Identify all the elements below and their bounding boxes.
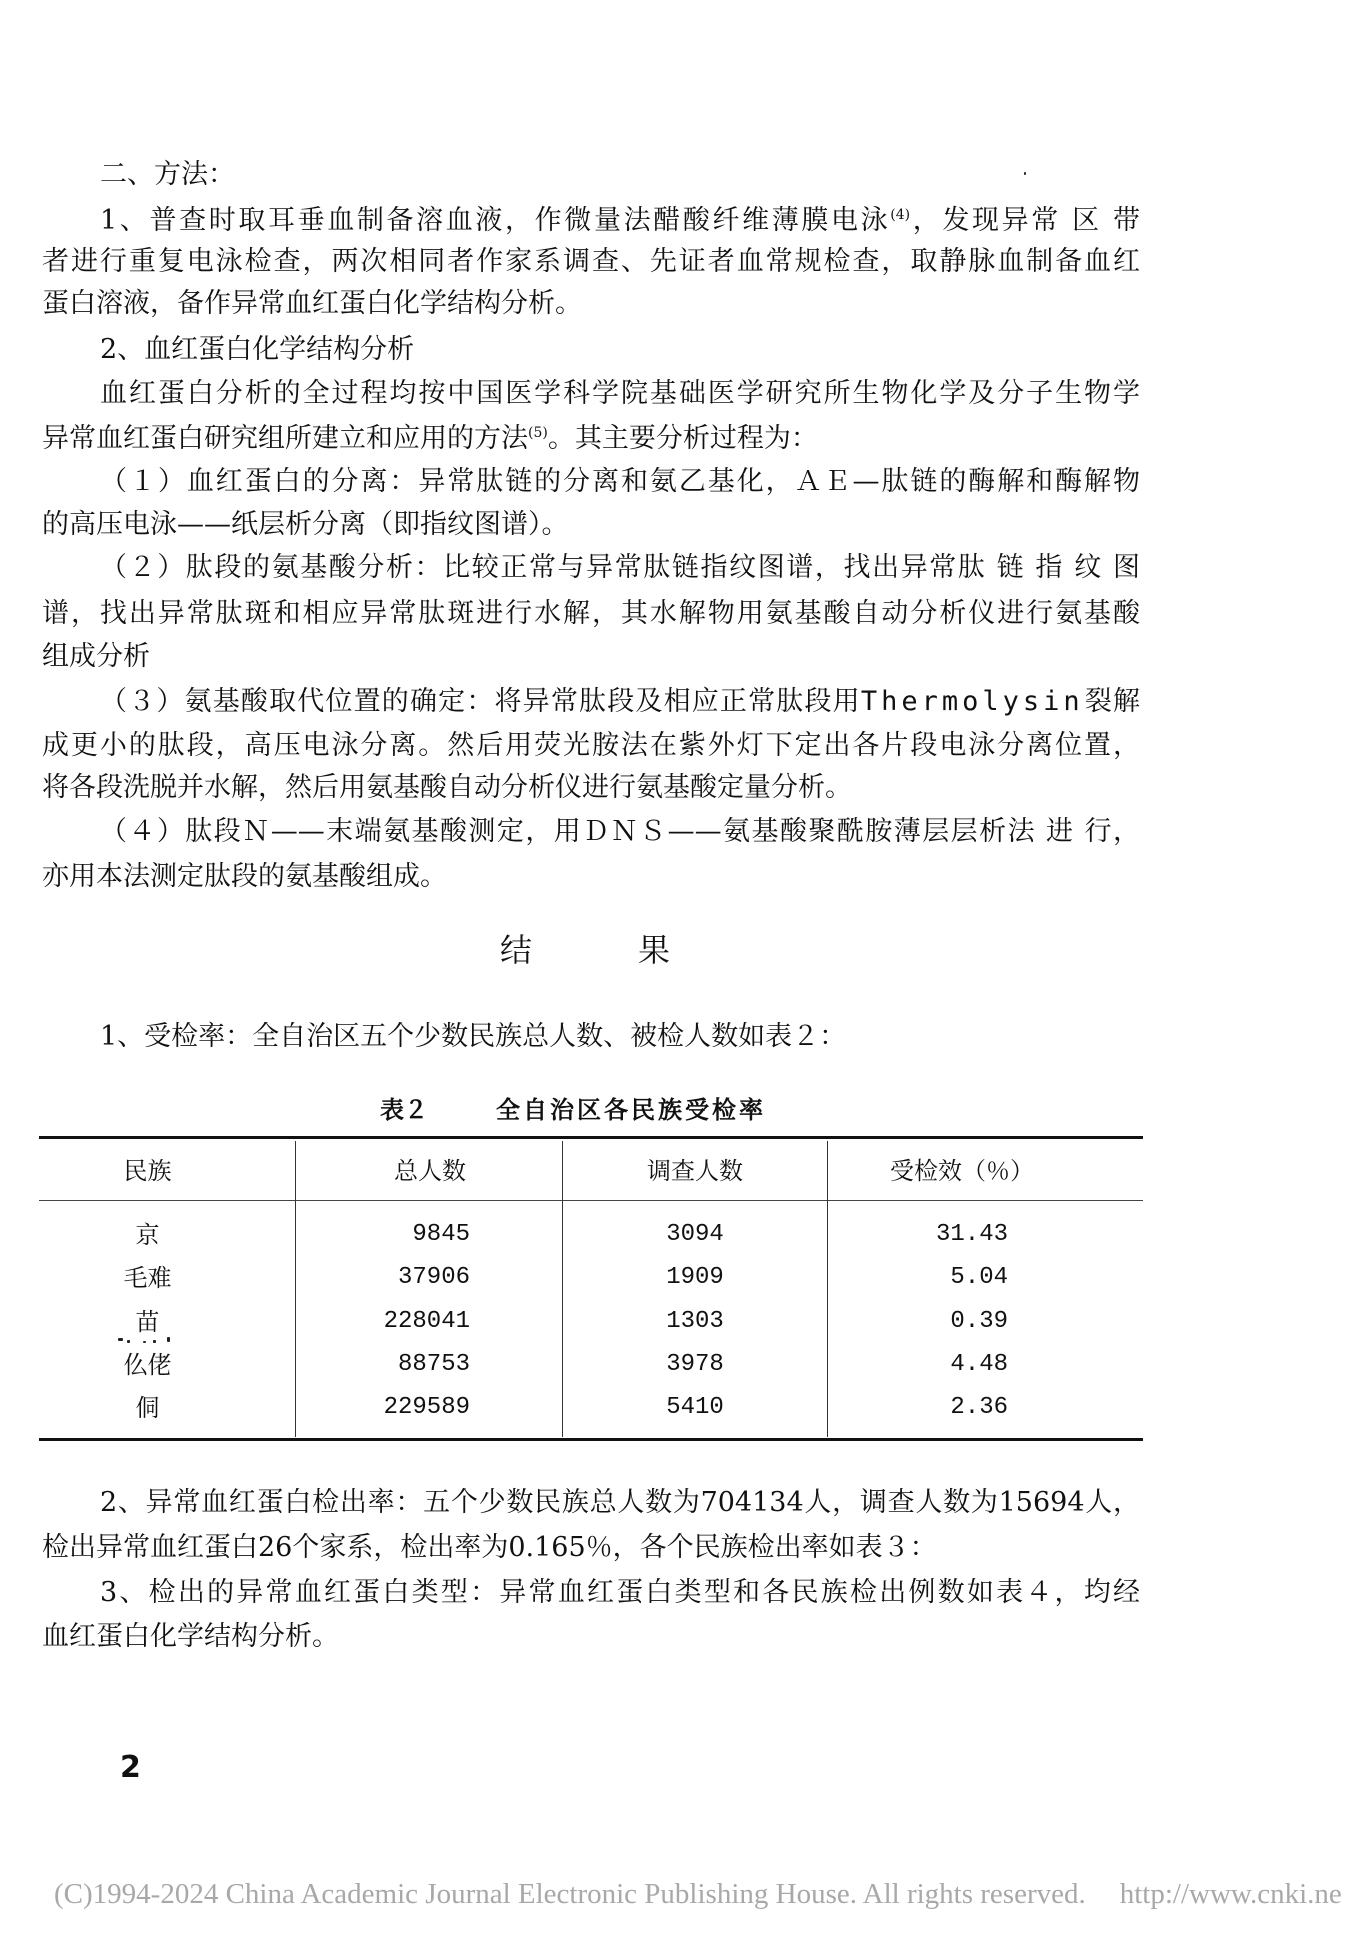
table-cell: 苗 <box>135 1308 160 1336</box>
paragraph-line: （２）肽段的氨基酸分析：比较正常与异常肽链指纹图谱，找出异常肽 链 指 纹 图 <box>100 552 1140 583</box>
table-top-rule <box>39 1136 1143 1139</box>
table-cell: 37906 <box>397 1264 470 1291</box>
copyright-text: (C)1994-2024 China Academic Journal Electronic Publishing House. All rights reserved. <box>54 1878 1086 1910</box>
table-cell: 侗 <box>135 1394 160 1422</box>
table-cell: 5410 <box>666 1394 724 1421</box>
paragraph-line: 者进行重复电泳检查，两次相同者作家系调查、先证者血常规检查，取静脉血制备血红 <box>42 246 1140 277</box>
paragraph-line: 1、受检率：全自治区五个少数民族总人数、被检人数如表２： <box>100 1021 847 1052</box>
table-cell: 2.36 <box>950 1394 1008 1421</box>
table-cell: 4.48 <box>950 1351 1008 1378</box>
scan-speck <box>127 1340 130 1343</box>
paragraph-line: 组成分析 <box>42 641 150 672</box>
paragraph-line: 谱，找出异常肽斑和相应异常肽斑进行水解，其水解物用氨基酸自动分析仪进行氨基酸 <box>42 598 1140 629</box>
table-header-rule <box>39 1200 1143 1201</box>
text-span: （３）氨基酸取代位置的确定：将异常肽段及相应正常肽段用 <box>100 686 861 717</box>
paragraph-line: 蛋白溶液，备作异常血红蛋白化学结构分析。 <box>42 288 582 319</box>
citation-ref: (5) <box>528 425 548 441</box>
paragraph-line: 血红蛋白化学结构分析。 <box>42 1621 339 1652</box>
footer-url: http://www.cnki.ne <box>1119 1878 1342 1910</box>
paragraph-line: 将各段洗脱并水解，然后用氨基酸自动分析仪进行氨基酸定量分析。 <box>42 772 852 803</box>
paragraph-line: 3、检出的异常血红蛋白类型：异常血红蛋白类型和各民族检出例数如表４，均经 <box>100 1577 1140 1608</box>
subsection-heading: 2、血红蛋白化学结构分析 <box>100 334 415 365</box>
paragraph-line: （１）血红蛋白的分离：异常肽链的分离和氨乙基化，ＡＥ—肽链的酶解和酶解物 <box>100 466 1140 497</box>
column-divider <box>562 1141 563 1437</box>
scan-speck <box>118 1338 123 1341</box>
table-number: 表２ <box>380 1096 428 1124</box>
table-header-ethnicity: 民族 <box>123 1157 172 1185</box>
text-span: 异常血红蛋白研究组所建立和应用的方法 <box>42 423 528 454</box>
enzyme-name: Thermolysin <box>860 686 1084 717</box>
paragraph-line <box>100 204 1140 238</box>
scan-speck <box>1024 172 1026 175</box>
table-cell: 9845 <box>412 1221 470 1248</box>
table-cell: 0.39 <box>950 1308 1008 1335</box>
paragraph-line: 成更小的肽段，高压电泳分离。然后用荧光胺法在紫外灯下定出各片段电泳分离位置， <box>42 730 1140 761</box>
section-heading-results <box>500 930 670 970</box>
column-divider <box>827 1141 828 1437</box>
heading-char: 结 <box>500 931 580 969</box>
scan-speck <box>143 1341 146 1343</box>
table-cell: 5.04 <box>950 1264 1008 1291</box>
table-cell: 3094 <box>666 1221 724 1248</box>
section-heading-methods: 二、方法： <box>100 159 235 190</box>
scan-speck <box>153 1340 156 1343</box>
table-cell: 3978 <box>666 1351 724 1378</box>
table-cell: 1909 <box>666 1264 724 1291</box>
paragraph-line: 血红蛋白分析的全过程均按中国医学科学院基础医学研究所生物化学及分子生物学 <box>100 378 1140 409</box>
paragraph-line: （４）肽段Ｎ——末端氨基酸测定，用ＤＮＳ——氨基酸聚酰胺薄层层析法 进 行， <box>100 816 1140 847</box>
copyright-footer <box>54 1878 1366 1911</box>
table-cell: 毛难 <box>123 1264 172 1292</box>
text-span: 。其主要分析过程为： <box>547 423 818 454</box>
text-span: 裂解 <box>1083 686 1141 717</box>
table-cell: 京 <box>135 1221 160 1249</box>
table-title <box>380 1094 766 1126</box>
heading-char: 果 <box>637 931 670 969</box>
paragraph-line: 2、异常血红蛋白检出率：五个少数民族总人数为704134人，调查人数为15694人， <box>100 1487 1140 1518</box>
column-divider <box>295 1141 296 1437</box>
paragraph-line <box>42 422 1140 456</box>
table-cell: 1303 <box>666 1308 724 1335</box>
paragraph-line: 的高压电泳——纸层析分离（即指纹图谱）。 <box>42 509 569 540</box>
table-header-rate: 受检效（％） <box>890 1157 1034 1185</box>
table-cell: 229589 <box>383 1394 470 1421</box>
citation-ref: (4) <box>890 207 911 223</box>
table-name: 全自治区各民族受检率 <box>496 1096 766 1124</box>
table-cell: 88753 <box>397 1351 470 1378</box>
table-cell: 228041 <box>383 1308 470 1335</box>
paragraph-line: 检出异常血红蛋白26个家系，检出率为0.165％，各个民族检出率如表３： <box>42 1532 937 1563</box>
table-bottom-rule <box>39 1438 1143 1441</box>
table-cell: 仫佬 <box>123 1351 172 1379</box>
text-span: ，发现异常 区 带 <box>910 205 1140 236</box>
scan-speck <box>167 1337 170 1342</box>
page-number: 2 <box>120 1750 141 1785</box>
table-header-surveyed: 调查人数 <box>647 1157 743 1185</box>
text-span: 1、普查时取耳垂血制备溶血液，作微量法醋酸纤维薄膜电泳 <box>100 205 891 236</box>
paragraph-line: 亦用本法测定肽段的氨基酸组成。 <box>42 861 447 892</box>
table-header-total: 总人数 <box>394 1157 466 1185</box>
table-cell: 31.43 <box>935 1221 1008 1248</box>
paragraph-line <box>100 685 1140 719</box>
